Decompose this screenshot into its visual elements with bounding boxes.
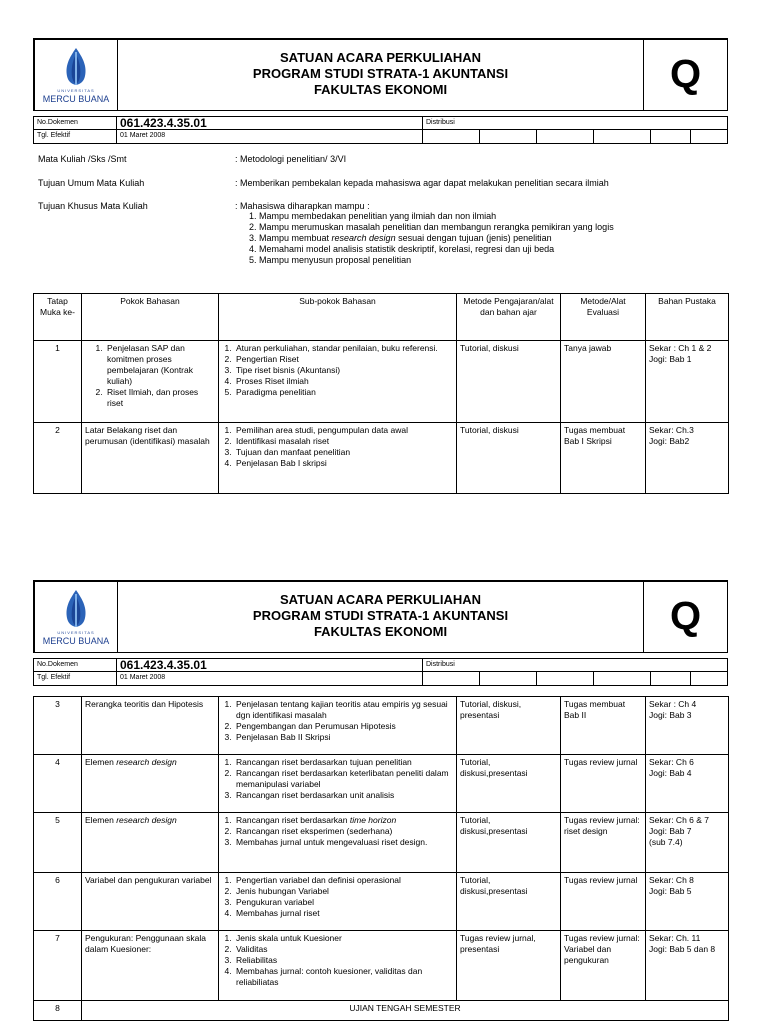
doc-number-label: No.Dokemen (34, 117, 117, 129)
schedule-table-2 (33, 696, 729, 1021)
specific-goal-label: Tujuan Khusus Mata Kuliah (38, 201, 148, 211)
effective-date: 01 Maret 2008 (117, 130, 423, 143)
general-goal-value: : Memberikan pembekalan kepada mahasiswa agar dapat melakukan penelitian secara ilmiah (235, 178, 609, 188)
table-row: 1 1. Penjelasan SAP dan komitmen proses pembelajaran (Kontrak kuliah) 2. Riset Ilmiah, dan proses riset 1. Aturan perkuliahan, standar penilaian, buku referensi. 2. Pengertian Riset 3. Tipe riset bisnis (Akuntansi) 4. Proses Riset ilmiah 5. Paradigma penelitian Tutorial, diskusi Tanya jawab Sekar : Ch 1 & 2 Jogi: Bab 1 (34, 341, 729, 423)
specific-goal-intro: : Mahasiswa diharapkan mampu : (235, 201, 370, 211)
logo-university-text: UNIVERSITAS (57, 88, 95, 93)
logo-university-text: UNIVERSITAS (57, 630, 95, 635)
effective-date-label: Tgl. Efektif (34, 672, 117, 685)
specific-goal-item: 4. Memahami model analisis statistik deskriptif, korelasi, regresi dan uji beda (259, 244, 715, 255)
table-row: 6 Variabel dan pengukuran variabel 1. Pengertian variabel dan definisi operasional 2. Jenis hubungan Variabel 3. Pengukuran variabel 4. Membahas jurnal riset Tutorial, diskusi,presentasi Tugas review jurnal Sekar: Ch 8 Jogi: Bab 5 (34, 873, 729, 931)
effective-date-label: Tgl. Efektif (34, 130, 117, 143)
q-mark: Q (669, 594, 702, 638)
doc-number-label: No.Dokemen (34, 659, 117, 671)
header-teaching-method: Metode Pengajaran/alat dan bahan ajar (457, 294, 561, 341)
subject-value: : Metodologi penelitian/ 3/VI (235, 154, 347, 164)
specific-goal-item: 5. Mampu menyusun proposal penelitian (259, 255, 715, 266)
table-row: 7 Pengukuran: Penggunaan skala dalam Kuesioner: 1. Jenis skala untuk Kuesioner 2. Validitas 3. Reliabilitas 4. Membahas jurnal: contoh kuesioner, validitas dan reliabiliatas Tugas review jurnal, presentasi Tugas review jurnal: Variabel dan pengukuran Sekar: Ch. 11 Jogi: Bab 5 dan 8 (34, 931, 729, 1001)
schedule-table-1 (33, 293, 729, 494)
subject-label: Mata Kuliah /Sks /Smt (38, 154, 127, 164)
university-logo (35, 40, 118, 110)
document-meta (33, 116, 728, 144)
table-row: 2 Latar Belakang riset dan perumusan (identifikasi) masalah 1. Pemilihan area studi, pengumpulan data awal 2. Identifikasi masalah riset 3. Tujuan dan manfaat penelitian 4. Penjelasan Bab I skripsi Tutorial, diskusi Tugas membuat Bab I Skripsi Sekar: Ch.3 Jogi: Bab2 (34, 423, 729, 494)
mercu-buana-emblem-icon (59, 46, 93, 86)
specific-goal-item: 2. Mampu merumuskan masalah penelitian dan membangun rerangka pemikiran yang logis (259, 222, 715, 233)
title-line-2: PROGRAM STUDI STRATA-1 AKUNTANSI (252, 66, 509, 81)
header-subtopic: Sub-pokok Bahasan (219, 294, 457, 341)
document-header-page-2 (33, 580, 728, 653)
title-line-1: SATUAN ACARA PERKULIAHAN (279, 50, 481, 65)
title-line-1: SATUAN ACARA PERKULIAHAN (279, 592, 481, 607)
logo-name: MERCU BUANA (42, 94, 110, 104)
q-mark: Q (669, 52, 702, 96)
table-row: 3 Rerangka teoritis dan Hipotesis 1. Penjelasan tentang kajian teoritis atau empiris yg sesuai dgn identifikasi masalah 2. Pengembangan dan Perumusan Hipotesis 3. Penjelasan Bab II Skripsi Tutorial, diskusi, presentasi Tugas membuat Bab II Sekar : Ch 4 Jogi: Bab 3 (34, 697, 729, 755)
header-references: Bahan Pustaka (646, 294, 729, 341)
logo-name: MERCU BUANA (42, 636, 110, 646)
document-title (118, 582, 644, 652)
specific-goal-item: 1. Mampu membedakan penelitian yang ilmiah dan non ilmiah (259, 211, 715, 222)
title-line-2: PROGRAM STUDI STRATA-1 AKUNTANSI (252, 608, 509, 623)
table-header-row (34, 294, 729, 341)
table-row: 4 Elemen research design 1. Rancangan riset berdasarkan tujuan penelitian 2. Rancangan riset berdasarkan keterlibatan peneliti dalam memanipulasi variabel 3. Rancangan riset berdasarkan unit analisis Tutorial, diskusi,presentasi Tugas review jurnal Sekar: Ch 6 Jogi: Bab 4 (34, 755, 729, 813)
document-meta-page-2 (33, 658, 728, 686)
header-topic: Pokok Bahasan (82, 294, 219, 341)
header-meeting: Tatap Muka ke- (34, 294, 82, 341)
title-line-3: FAKULTAS EKONOMI (313, 82, 448, 97)
general-goal-label: Tujuan Umum Mata Kuliah (38, 178, 145, 188)
table-row: 5 Elemen research design 1. Rancangan riset berdasarkan time horizon 2. Rancangan riset eksperimen (sederhana) 3. Membahas jurnal untuk mengevaluasi riset design. Tutorial, diskusi,presentasi Tugas review jurnal: riset design Sekar: Ch 6 & 7 Jogi: Bab 7 (sub 7.4) (34, 813, 729, 873)
table-row: 8 UJIAN TENGAH SEMESTER (34, 1001, 729, 1021)
distribusi-label: Distribusi (426, 661, 455, 668)
mercu-buana-emblem-icon (59, 588, 93, 628)
specific-goal-item: 3. Mampu membuat research design sesuai dengan tujuan (jenis) penelitian (259, 233, 715, 244)
midterm-exam: UJIAN TENGAH SEMESTER (82, 1001, 729, 1021)
doc-number: 061.423.4.35.01 (117, 659, 423, 671)
specific-goal-list (235, 201, 715, 266)
document-header (33, 38, 728, 111)
university-logo (35, 582, 118, 652)
document-title (118, 40, 644, 110)
title-line-3: FAKULTAS EKONOMI (313, 624, 448, 639)
doc-number: 061.423.4.35.01 (117, 117, 423, 129)
effective-date: 01 Maret 2008 (117, 672, 423, 685)
distribusi-label: Distribusi (426, 119, 455, 126)
header-evaluation: Metode/Alat Evaluasi (561, 294, 646, 341)
